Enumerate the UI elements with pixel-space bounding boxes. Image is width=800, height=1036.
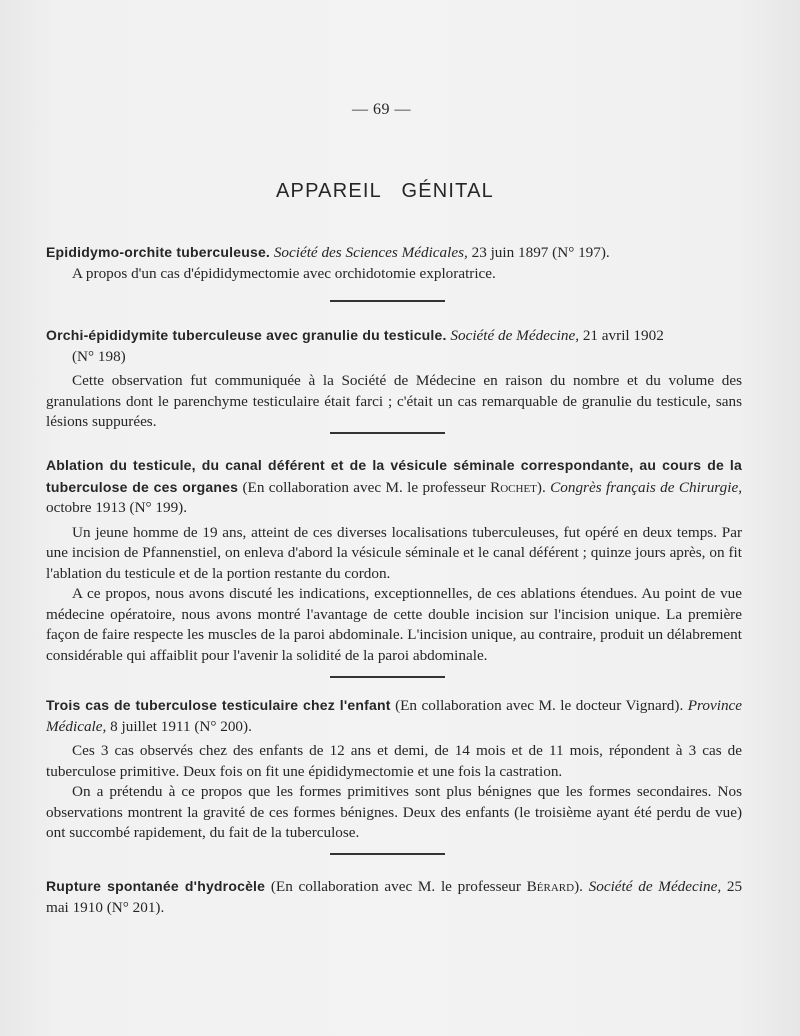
punctuation: ). <box>536 478 546 496</box>
entry-heading <box>46 242 742 264</box>
entry-heading <box>46 455 742 519</box>
journal-name: Société de Médecine, <box>588 878 722 895</box>
entry-title: Rupture spontanée d'hydrocèle <box>46 878 266 894</box>
entry-title: Orchi-épididymite tuberculeuse avec granulie du testicule. <box>46 327 447 343</box>
separator-rule <box>330 432 445 434</box>
collaboration-note: (En collaboration avec M. le docteur Vignard). <box>395 697 684 714</box>
entry-201 <box>46 876 742 918</box>
collaborator-name: Rochet <box>490 478 537 496</box>
entry-title: Ablation du testicule, du canal déférent et de la vésicule séminale correspondante, au cours de la tuberculose de ces organes <box>46 457 742 495</box>
journal-name: Province Médicale, <box>46 697 743 735</box>
entry-197 <box>46 242 742 284</box>
collaboration-note: (En collaboration avec M. le professeur <box>270 878 521 895</box>
entry-body: Ces 3 cas observés chez des enfants de 12 ans et demi, de 14 mois et de 11 mois, répondent à 3 cas de tuberculose primitive. Deux fois on fit une épididymectomie et une fois la castration. <box>46 742 742 780</box>
journal-name: Société des Sciences Médicales, <box>273 244 468 261</box>
separator-rule <box>330 676 445 678</box>
entry-body: Un jeune homme de 19 ans, atteint de ces diverses localisations tuberculeuses, fut opéré en deux temps. Par une incision de Pfannenstiel, on enleva d'abord la vésicule séminale et le canal déférent ; quinze jours après, on fit l'ablation du testicule et de la portion restante du cordon. <box>46 523 742 582</box>
entry-200 <box>46 695 742 844</box>
entry-body: A propos d'un cas d'épididymectomie avec orchidotomie exploratrice. <box>72 264 496 282</box>
entry-date: 8 juillet 1911 (N° 200). <box>110 717 252 735</box>
entry-199 <box>46 455 742 666</box>
entry-body: A ce propos, nous avons discuté les indications, exceptionnelles, de ces ablations étendues. Au point de vue médecine opératoire, nous avons montré l'avantage de cette double incision sur l'incision unique. La première façon de faire respecte les muscles de la paroi abdominale. L'incision unique, au contraire, produit un délabrement considérable qui affaiblit pour l'avenir la solidité de la paroi abdominale. <box>46 585 742 664</box>
entry-heading <box>46 876 742 918</box>
journal-name: Congrès français de Chirurgie, <box>550 478 742 496</box>
journal-name: Société de Médecine, <box>450 327 580 344</box>
page-number: — 69 — <box>352 101 411 118</box>
entry-198 <box>46 325 742 433</box>
collaborator-name: Bérard <box>526 878 575 895</box>
section-title: APPAREIL GÉNITAL <box>276 180 494 202</box>
entry-body: Cette observation fut communiquée à la Société de Médecine en raison du nombre et du volume des granulations dont le parenchyme testiculaire était farci ; c'était un cas remarquable de granulie du testicule, sans lésions suppurées. <box>46 372 742 430</box>
separator-rule <box>330 300 445 302</box>
collaboration-note: (En collaboration avec M. le professeur <box>242 478 486 496</box>
entry-title: Trois cas de tuberculose testiculaire chez l'enfant <box>46 697 391 713</box>
entry-heading <box>46 695 742 737</box>
punctuation: ). <box>574 878 583 895</box>
entry-title: Epididymo-orchite tuberculeuse. <box>46 244 271 260</box>
separator-rule <box>330 853 445 855</box>
entry-date: 21 avril 1902 <box>582 327 664 344</box>
entry-number: (N° 198) <box>72 347 126 365</box>
entry-heading <box>46 325 742 347</box>
entry-date: 23 juin 1897 (N° 197). <box>471 244 610 261</box>
entry-body: On a prétendu à ce propos que les formes primitives sont plus bénignes que les formes secondaires. Nos observations montrent la gravité de ces formes bénignes. Deux des enfants (le troisième ayant été perdu de vue) ont succombé rapidement, du fait de la tuberculose. <box>46 783 742 841</box>
entry-date: 25 mai 1910 (N° 201). <box>46 878 743 916</box>
entry-date: octobre 1913 (N° 199). <box>46 499 188 516</box>
